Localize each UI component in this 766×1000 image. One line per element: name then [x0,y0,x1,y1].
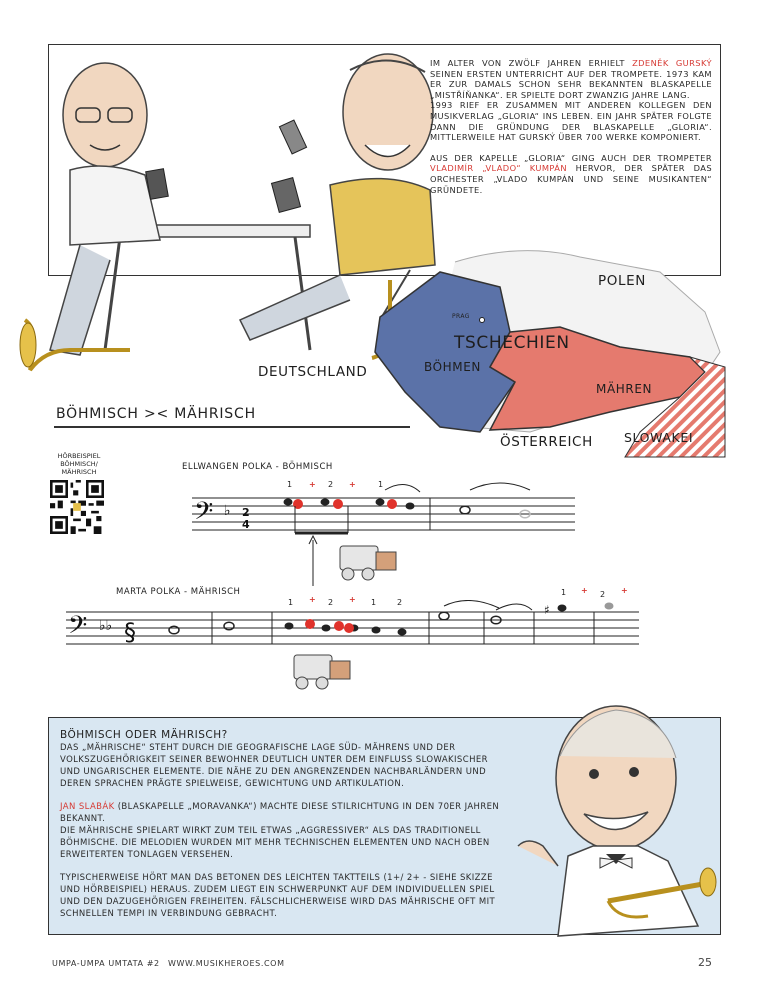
s2-count-1b: 1 [371,598,377,607]
svg-text:𝄢: 𝄢 [194,497,214,532]
article-p1: DAS „MÄHRISCHE“ STEHT DURCH DIE GEOGRAFISCHE LAGE SÜD- MÄHRENS UND DER VOLKSZUGEHÖRIGKEIT SEINER BEWOHNER DEUTLICH UNTER DEM EINFLUSS SLOWAKISCHER UND UNGARISCHER ELEMENTE. DIE NÄHE ZU DEN ANGRENZENDEN NACHBARLÄNDERN UND DEREN SPRACHEN PRÄGTE SPIELWEISE, GEWICHTUNG UND ARTIKULATION. [60,743,488,789]
s1-count-2: 2 [328,480,334,489]
qr-label: HÖRBEISPIEL BÖHMISCH/ MÄHRISCH [57,452,101,476]
name-slabak: JAN SLABÁK [60,802,115,812]
svg-text:§: § [124,618,136,646]
article-heading: BÖHMISCH ODER MÄHRISCH? [60,729,228,741]
s1-count-1b: 1 [378,480,384,489]
staff-ellwangen-polka [180,478,580,588]
footer-magazine: UMPA-UMPA UMTATA #2 [52,959,160,968]
s2-count-plus-2: + [349,595,356,604]
map-label-oesterreich: ÖSTERREICH [500,434,593,450]
article-body [60,742,502,931]
biography-text [430,58,712,195]
map-label-prag: PRAG [452,313,470,320]
s2-count-plus-1: + [309,595,316,604]
map-label-boehmen: BÖHMEN [424,360,482,374]
staff-marta-polka [64,600,644,710]
map-label-deutschland: DEUTSCHLAND [258,364,368,380]
trumpeter-illustration [498,696,724,958]
bio-p3-start: AUS DER KAPELLE „GLORIA“ GING AUCH DER TROMPETER [430,152,712,163]
page-number: 25 [698,956,712,969]
svg-text:♯: ♯ [544,603,550,617]
staff1-title: ELLWANGEN POLKA - BÖHMISCH [182,462,333,472]
article-p2a: (BLASKAPELLE „MORAVANKA“) MACHTE DIESE STILRICHTUNG IN DEN 70ER JAHREN BEKANNT. [60,802,500,824]
name-kumpan: VLADIMÍR „VLADO“ KUMPÁN [430,163,567,174]
bio-p1-end: SEINEN ERSTEN UNTERRICHT AUF DER TROMPETE. 1973 KAM ER ZUR DAMALS SCHON SEHR BEKANNTEN BLASKAPELLE „MISTŘÍŇANKA“. ER SPIELTE DORT ZWANZIG JAHRE LANG. [430,68,712,100]
s2-count-2: 2 [328,598,334,607]
svg-text:𝄢: 𝄢 [68,611,88,646]
staff2-title: MARTA POLKA - MÄHRISCH [116,587,241,597]
bio-p1-start: IM ALTER VON ZWÖLF JAHREN ERHIELT [430,58,633,68]
map-label-tschechien: TSCHECHIEN [454,333,570,353]
bio-p3-end: HERVOR, DER SPÄTER DAS ORCHESTER „VLADO KUMPÁN UND SEINE MUSIKANTEN“ GRÜNDETE. [430,163,712,195]
name-gursky: ZDENĚK GURSKÝ [632,58,712,68]
s1-count-1: 1 [287,480,293,489]
map-label-maehren: MÄHREN [596,382,653,396]
map-label-polen: POLEN [598,273,646,289]
s2-count-1: 1 [288,598,294,607]
s2-count-2c: 2 [600,590,606,599]
svg-text:♭♭: ♭♭ [99,618,113,634]
svg-text:♭: ♭ [224,503,231,519]
svg-text:2: 2 [242,506,250,519]
section-divider [54,426,410,428]
s2-count-2b: 2 [397,598,403,607]
bio-p2: 1993 RIEF ER ZUSAMMEN MIT ANDEREN KOLLEGEN DEN MUSIKVERLAG „GLORIA“ INS LEBEN. EIN JAHR SPÄTER FOLGTE DANN DIE GRÜNDUNG DER BLASKAPELLE „GLORIA“. MITTLERWEILE HAT GURSKÝ ÜBER 700 WERKE KOMPONIERT. [430,100,712,143]
s2-count-plus-3: + [581,586,588,595]
s2-count-1c: 1 [561,588,567,597]
s2-count-plus-4: + [621,586,628,595]
qr-code[interactable] [50,480,104,534]
s1-count-plus-2: + [349,480,356,489]
s1-count-plus-1: + [309,480,316,489]
svg-text:4: 4 [242,518,250,531]
section-title: BÖHMISCH >< MÄHRISCH [56,406,256,422]
article-p3: TYPISCHERWEISE HÖRT MAN DAS BETONEN DES LEICHTEN TAKTTEILS (1+/ 2+ - SIEHE SKIZZE UND HÖRBEISPIEL) HERAUS. ZUDEM LIEGT EIN SCHWERPUNKT AUF DEM INDIVIDUELLEN SPIEL UND DEN DAZUGEHÖRIGEN FREIHEITEN. FÄLSCHLICHERWEISE WIRD DAS MÄHRISCHE OFT MIT SCHNELLEN TEMPI IN VERBINDUNG GEBRACHT. [60,873,496,919]
article-p2b: DIE MÄHRISCHE SPIELART WIRKT ZUM TEIL ETWAS „AGGRESSIVER“ ALS DAS TRADITIONELL BÖHMISCHE. DIE MELODIEN WURDEN MIT MEHR TECHNISCHEN ELEMENTEN UND NACH OBEN ERWEITERTEN TONLAGEN VERSEHEN. [60,826,490,860]
footer-website[interactable]: WWW.MUSIKHEROES.COM [168,959,285,968]
map-label-slowakei: SLOWAKEI [624,430,694,445]
